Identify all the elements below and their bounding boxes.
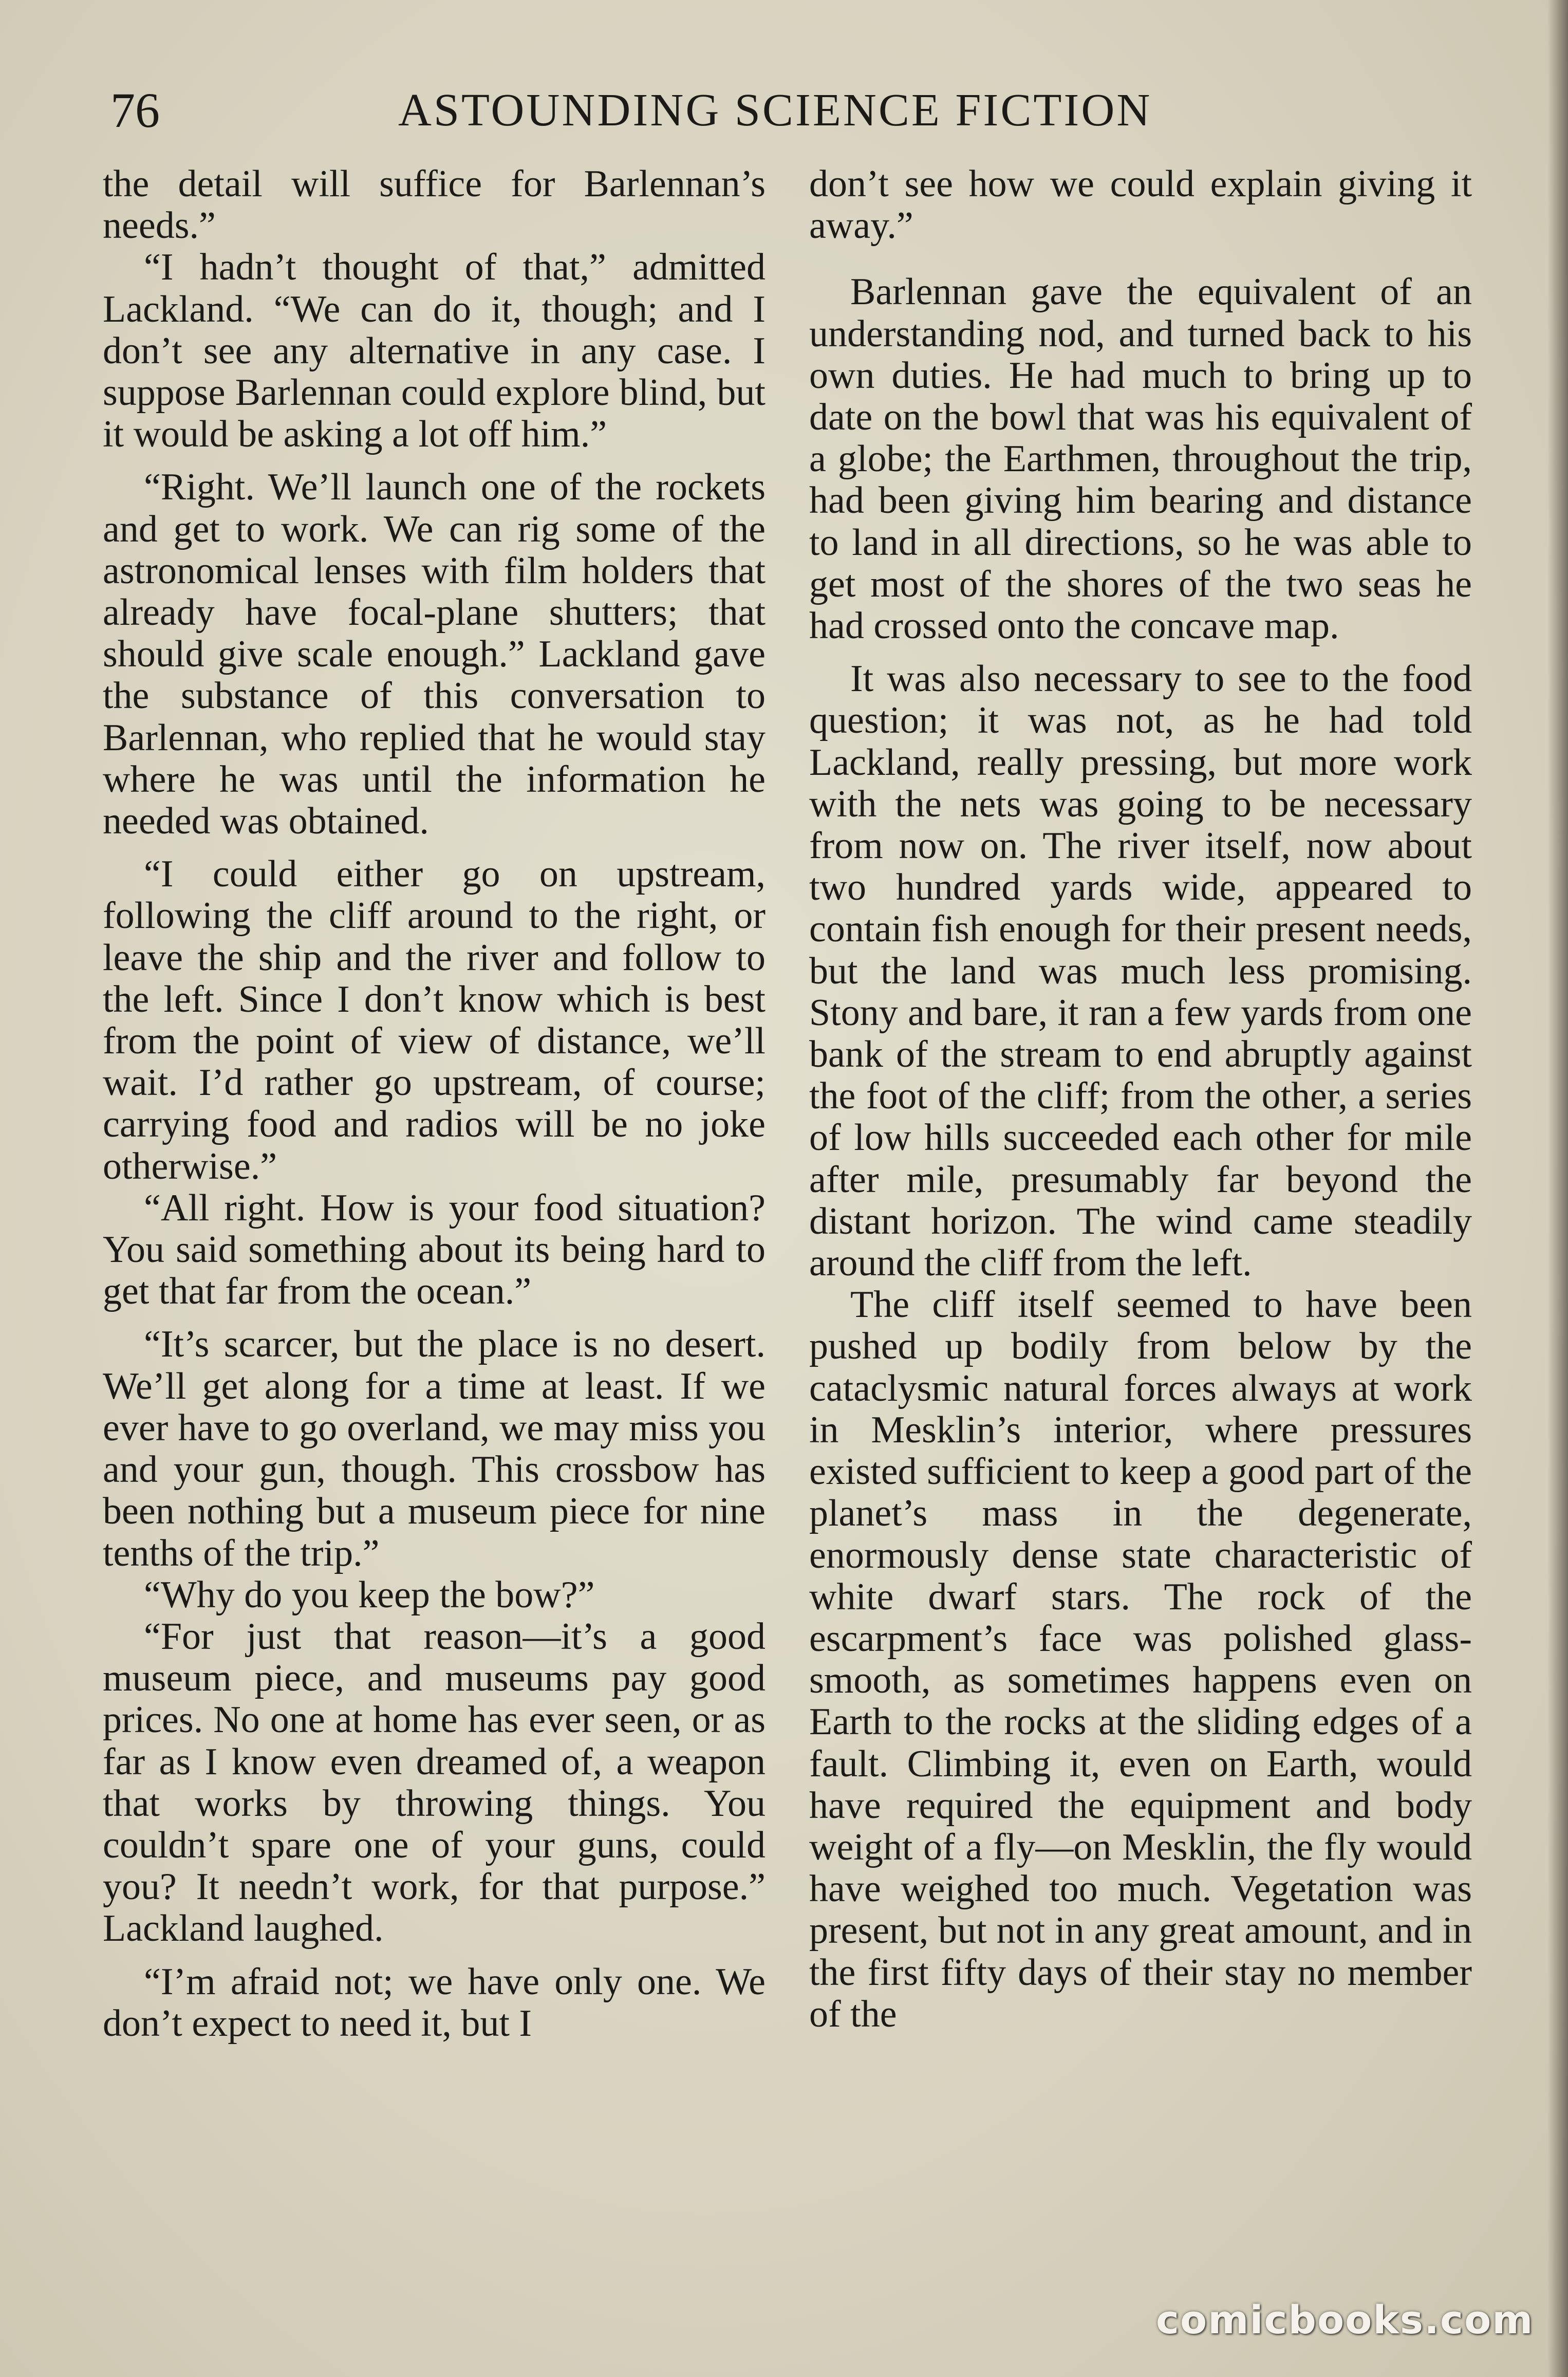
paragraph: “I could either go on upstream, following the cliff around to the right, or leave the ship and the river and follow to the left. Since I don’t know which is best from the point of view of distance, we’ll wait. I’d rather go upstream, of course; carrying food and radios will be no joke otherwise.”: [103, 853, 766, 1187]
paragraph: “For just that reason—it’s a good museum piece, and museums pay good prices. No one at home has ever seen, or as far as I know even dreamed of, a weapon that works by throwing things. You couldn’t spare one of your guns, could you? It needn’t work, for that purpose.” Lackland laughed.: [103, 1615, 766, 1950]
paragraph: “Why do you keep the bow?”: [144, 1573, 595, 1616]
running-head: [110, 82, 1457, 139]
paragraph: “I hadn’t thought of that,” admitted Lackland. “We can do it, though; and I don’t see any alternative in any case. I suppose Barlennan could explore blind, but it would be asking a lot off him.”: [103, 246, 766, 456]
paragraph: the detail will suffice for Barlennan’s needs.”: [103, 163, 766, 247]
right-column: [809, 163, 1472, 2250]
paragraph: Barlennan gave the equivalent of an understanding nod, and turned back to his own duties. He had much to bring up to date on the bowl that was his equivalent of a globe; the Earthmen, throughout the trip, had been giving him bearing and distance to land in all directions, so he was able to get most of the shores of the two seas he had crossed onto the concave map.: [809, 271, 1472, 647]
watermark: comicbooks.com: [1156, 2297, 1534, 2343]
magazine-title: ASTOUNDING SCIENCE FICTION: [398, 85, 1152, 136]
page-edge-shadow: [1547, 0, 1568, 2377]
left-column: [103, 163, 766, 2250]
paragraph: “I’m afraid not; we have only one. We don’t expect to need it, but I: [103, 1960, 766, 2045]
paragraph: The cliff itself seemed to have been pushed up bodily from below by the cataclysmic natural forces always at work in Mesklin’s interior, where pressures existed sufficient to keep a good part of the planet’s mass in the degenerate, enormously dense state characteristic of white dwarf stars. The rock of the escarpment’s face was polished glass-smooth, as sometimes happens even on Earth to the rocks at the sliding edges of a fault. Climbing it, even on Earth, would have required the equipment and body weight of a fly—on Mesklin, the fly would have weighed too much. Vegetation was present, but not in any great amount, and in the first fifty days of their stay no member of the: [809, 1284, 1472, 2035]
paragraph: “Right. We’ll launch one of the rockets and get to work. We can rig some of the astronomical lenses with film holders that already have focal-plane shutters; that should give scale enough.” Lackland gave the substance of this conversation to Barlennan, who replied that he would stay where he was until the information he needed was obtained.: [103, 466, 766, 843]
page-number: 76: [110, 83, 160, 138]
paragraph: It was also necessary to see to the food question; it was not, as he had told Lackland, really pressing, but more work with the nets was going to be necessary from now on. The river itself, now about two hundred yards wide, appeared to contain fish enough for their present needs, but the land was much less promising. Stony and bare, it ran a few yards from one bank of the stream to end abruptly against the foot of the cliff; from the other, a series of low hills succeeded each other for mile after mile, presumably far beyond the distant horizon. The wind came steadily around the cliff from the left.: [809, 658, 1472, 1285]
paragraph: don’t see how we could explain giving it away.”: [809, 163, 1472, 247]
paragraph: “It’s scarcer, but the place is no desert. We’ll get along for a time at least. If we ever have to go overland, we may miss you and your gun, though. This crossbow has been nothing but a museum piece for nine tenths of the trip.”: [103, 1323, 766, 1574]
paragraph: “All right. How is your food situation? You said something about its being hard to get that far from the ocean.”: [103, 1186, 766, 1313]
